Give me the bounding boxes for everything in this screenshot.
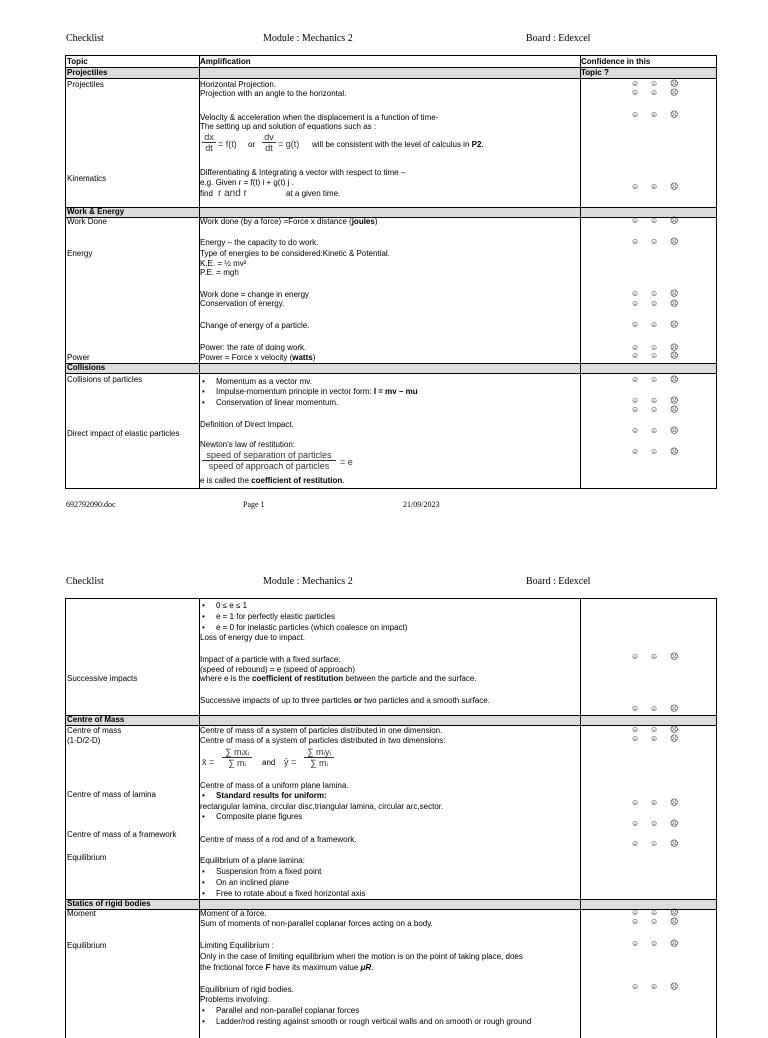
section-statics: Statics of rigid bodies	[67, 899, 151, 908]
smiley-neutral-icon[interactable]: ☺	[650, 320, 659, 329]
amp-shapes: rectangular lamina, circular disc,triangular lamina, circular arc,sector.	[200, 802, 444, 811]
amp-rebound: (speed of rebound) = e (speed of approach)	[200, 665, 355, 674]
smiley-happy-icon[interactable]: ☺	[631, 216, 640, 225]
smiley-neutral-icon[interactable]: ☺	[650, 289, 659, 298]
topic-power: Power	[67, 353, 90, 362]
smiley-neutral-icon[interactable]: ☺	[650, 375, 659, 384]
smiley-happy-icon[interactable]: ☺	[631, 798, 640, 807]
amp-rod: Centre of mass of a rod and of a framework.	[200, 835, 357, 844]
smiley-sad-icon[interactable]: ☹	[670, 343, 679, 352]
smiley-happy-icon[interactable]: ☺	[631, 289, 640, 298]
topic-centre-mass: Centre of mass	[67, 726, 122, 735]
page2-table	[65, 598, 717, 1038]
confidence-row	[625, 426, 685, 435]
fraction-dv-dt: $\frac{dv}{dt}$	[262, 132, 276, 153]
amp-newton: Newton’s law of restitution:	[200, 440, 296, 449]
confidence-row	[625, 237, 685, 246]
header-module: Module : Mechanics 2	[263, 576, 353, 587]
smiley-sad-icon[interactable]: ☹	[670, 939, 679, 948]
fraction-dx-dt: $\frac{dx}{dt}$	[202, 132, 216, 153]
amp-inclined: • On an inclined plane	[216, 878, 289, 887]
topic-projectiles: Projectiles	[67, 80, 104, 89]
col-confidence: Confidence in this	[581, 57, 651, 66]
topic-framework: Centre of mass of a framework	[67, 830, 177, 839]
amp-standard: • Standard results for uniform:	[216, 791, 327, 800]
smiley-sad-icon[interactable]: ☹	[670, 299, 679, 308]
eq-ybar: ȳ =	[284, 757, 297, 767]
amp-eg: e.g. Given r = f(t) i + g(t) j .	[200, 178, 294, 187]
topic-centre-mass-dims: (1-D/2-D)	[67, 736, 101, 745]
header-board: Board : Edexcel	[526, 33, 591, 44]
amp-successive: Successive impacts of up to three particles or two particles and a smooth surface.	[200, 696, 490, 705]
smiley-happy-icon[interactable]: ☺	[631, 447, 640, 456]
smiley-happy-icon[interactable]: ☺	[631, 652, 640, 661]
smiley-neutral-icon[interactable]: ☺	[650, 982, 659, 991]
amp-e-range: • 0 ≤ e ≤ 1	[216, 601, 247, 610]
amp-e-zero: • e = 0 for inelastic particles (which coalesce on impact)	[216, 623, 407, 632]
amp-only: Only in the case of limiting equilibrium when the motion is on the point of taking place, does	[200, 952, 523, 961]
col-confidence-2: Topic ?	[581, 68, 609, 77]
eq-e: = e	[340, 457, 353, 467]
topic-moment: Moment	[67, 909, 96, 918]
smiley-sad-icon[interactable]: ☹	[670, 351, 679, 360]
confidence-row	[625, 88, 685, 97]
smiley-sad-icon[interactable]: ☹	[670, 289, 679, 298]
amp-momentum: • Momentum as a vector mv.	[216, 377, 312, 386]
footer-date: 21/09/2023	[403, 500, 440, 509]
smiley-neutral-icon[interactable]: ☺	[650, 405, 659, 414]
smiley-neutral-icon[interactable]: ☺	[650, 447, 659, 456]
confidence-row	[625, 299, 685, 308]
section-projectiles: Projectiles	[67, 68, 108, 77]
amp-e-called: e is called the coefficient of restitution.	[200, 476, 345, 485]
confidence-row	[625, 289, 685, 298]
smiley-neutral-icon[interactable]: ☺	[650, 216, 659, 225]
fraction-xbar: ∑ mᵢxᵢ ∑ mᵢ	[222, 747, 252, 768]
section-centre-mass: Centre of Mass	[67, 715, 125, 724]
amp-impact-fixed: Impact of a particle with a fixed surface:	[200, 655, 341, 664]
confidence-row	[625, 396, 685, 405]
smiley-sad-icon[interactable]: ☹	[670, 88, 679, 97]
smiley-neutral-icon[interactable]: ☺	[650, 79, 659, 88]
topic-work-done: Work Done	[67, 217, 107, 226]
page1-header	[66, 33, 726, 47]
amp-velocity: Velocity & acceleration when the displacement is a function of time-	[200, 113, 439, 122]
amp-composite: • Composite plane figures	[216, 812, 302, 821]
smiley-sad-icon[interactable]: ☹	[670, 182, 679, 191]
amp-suspension: • Suspension from a fixed point	[216, 867, 321, 876]
smiley-neutral-icon[interactable]: ☺	[650, 343, 659, 352]
smiley-happy-icon[interactable]: ☺	[631, 237, 640, 246]
confidence-row	[625, 725, 685, 734]
confidence-row	[625, 982, 685, 991]
footer-page: Page 1	[243, 500, 265, 509]
amp-cons-linear: • Conservation of linear momentum.	[216, 398, 338, 407]
amp-find: find	[200, 189, 213, 198]
smiley-sad-icon[interactable]: ☹	[670, 704, 679, 713]
topic-successive: Successive impacts	[67, 674, 138, 683]
eq-xbar: x̄ =	[202, 757, 215, 767]
smiley-happy-icon[interactable]: ☺	[631, 88, 640, 97]
confidence-row	[625, 405, 685, 414]
smiley-happy-icon[interactable]: ☺	[631, 299, 640, 308]
smiley-sad-icon[interactable]: ☹	[670, 819, 679, 828]
smiley-happy-icon[interactable]: ☺	[631, 351, 640, 360]
amp-setup: The setting up and solution of equations such as :	[200, 122, 377, 131]
smiley-sad-icon[interactable]: ☹	[670, 982, 679, 991]
smiley-neutral-icon[interactable]: ☺	[650, 110, 659, 119]
page2-header	[66, 576, 726, 590]
amp-energy-types: Type of energies to be considered:Kinetic & Potential.	[200, 249, 390, 258]
smiley-sad-icon[interactable]: ☹	[670, 652, 679, 661]
smiley-neutral-icon[interactable]: ☺	[650, 704, 659, 713]
smiley-neutral-icon[interactable]: ☺	[650, 299, 659, 308]
header-checklist: Checklist	[66, 576, 104, 587]
header-board: Board : Edexcel	[526, 576, 591, 587]
smiley-sad-icon[interactable]: ☹	[670, 79, 679, 88]
col-amplification: Amplification	[200, 57, 251, 66]
amp-power-rate: Power: the rate of doing work.	[200, 343, 307, 352]
smiley-neutral-icon[interactable]: ☺	[650, 88, 659, 97]
smiley-happy-icon[interactable]: ☺	[631, 426, 640, 435]
confidence-row	[625, 182, 685, 191]
amp-frictional: the frictional force F have its maximum value μR.	[200, 963, 374, 972]
confidence-row	[625, 351, 685, 360]
amp-limiting: Limiting Equilibrium :	[200, 941, 274, 950]
smiley-neutral-icon[interactable]: ☺	[650, 917, 659, 926]
smiley-happy-icon[interactable]: ☺	[631, 917, 640, 926]
amp-moment-force: Moment of a force.	[200, 909, 267, 918]
confidence-row	[625, 447, 685, 456]
amp-eq-rigid: Equilibrium of rigid bodies.	[200, 985, 294, 994]
smiley-sad-icon[interactable]: ☹	[670, 917, 679, 926]
topic-equilibrium-2: Equilibrium	[67, 941, 107, 950]
smiley-happy-icon[interactable]: ☺	[631, 839, 640, 848]
amp-loss: Loss of energy due to impact.	[200, 633, 305, 642]
smiley-happy-icon[interactable]: ☺	[631, 908, 640, 917]
smiley-happy-icon[interactable]: ☺	[631, 320, 640, 329]
confidence-row	[625, 110, 685, 119]
smiley-neutral-icon[interactable]: ☺	[650, 734, 659, 743]
section-band	[66, 207, 716, 217]
amp-uniform: Centre of mass of a uniform plane lamina.	[200, 781, 349, 790]
smiley-neutral-icon[interactable]: ☺	[650, 652, 659, 661]
confidence-row	[625, 908, 685, 917]
smiley-happy-icon[interactable]: ☺	[631, 405, 640, 414]
footer-doc: 692792090.doc	[66, 500, 116, 509]
smiley-sad-icon[interactable]: ☹	[670, 110, 679, 119]
smiley-sad-icon[interactable]: ☹	[670, 405, 679, 414]
amp-differentiating: Differentiating & Integrating a vector with respect to time –	[200, 168, 406, 177]
smiley-sad-icon[interactable]: ☹	[670, 237, 679, 246]
eq-g: = g(t)	[278, 139, 300, 149]
amp-power-formula: Power = Force x velocity (watts)	[200, 353, 316, 362]
eq-and: and	[262, 758, 276, 767]
smiley-neutral-icon[interactable]: ☺	[650, 351, 659, 360]
smiley-sad-icon[interactable]: ☹	[670, 375, 679, 384]
topic-direct-impact: Direct impact of elastic particles	[67, 429, 180, 438]
smiley-sad-icon[interactable]: ☹	[670, 447, 679, 456]
amp-com-1d: Centre of mass of a system of particles distributed in one dimension.	[200, 726, 443, 735]
smiley-neutral-icon[interactable]: ☺	[650, 798, 659, 807]
amp-work-done: Work done (by a force) =Force x distance (joules)	[200, 217, 378, 226]
amp-impulse: • Impulse-momentum principle in vector form: I = mv – mu	[216, 387, 418, 396]
confidence-row	[625, 704, 685, 713]
confidence-row	[625, 819, 685, 828]
smiley-sad-icon[interactable]: ☹	[670, 839, 679, 848]
amp-problems: Problems involving:	[200, 995, 270, 1004]
topic-energy: Energy	[67, 249, 93, 258]
eq-f: = f(t)	[218, 139, 237, 149]
amp-conservation: Conservation of energy.	[200, 299, 285, 308]
amp-hproj: Horizontal Projection.	[200, 80, 277, 89]
smiley-sad-icon[interactable]: ☹	[670, 216, 679, 225]
smiley-happy-icon[interactable]: ☺	[631, 375, 640, 384]
smiley-neutral-icon[interactable]: ☺	[650, 182, 659, 191]
smiley-happy-icon[interactable]: ☺	[631, 939, 640, 948]
smiley-happy-icon[interactable]: ☺	[631, 396, 640, 405]
header-module: Module : Mechanics 2	[263, 33, 353, 44]
smiley-happy-icon[interactable]: ☺	[631, 819, 640, 828]
amp-e-one: • e = 1 for perfectly elastic particles	[216, 612, 335, 621]
col-topic: Topic	[67, 57, 88, 66]
smiley-sad-icon[interactable]: ☹	[670, 725, 679, 734]
section-band	[66, 67, 716, 78]
smiley-happy-icon[interactable]: ☺	[631, 734, 640, 743]
section-band	[66, 715, 716, 725]
smiley-happy-icon[interactable]: ☺	[631, 79, 640, 88]
amp-r-and-r: r and r	[218, 188, 247, 199]
section-band	[66, 899, 716, 909]
confidence-row	[625, 79, 685, 88]
smiley-sad-icon[interactable]: ☹	[670, 320, 679, 329]
confidence-row	[625, 652, 685, 661]
confidence-row	[625, 917, 685, 926]
confidence-row	[625, 798, 685, 807]
section-band	[66, 363, 716, 373]
topic-lamina: Centre of mass of lamina	[67, 790, 156, 799]
page1-table	[65, 55, 717, 489]
topic-equilibrium: Equilibrium	[67, 853, 107, 862]
amp-where: where e is the coefficient of restitution between the particle and the surface.	[200, 674, 477, 683]
smiley-sad-icon[interactable]: ☹	[670, 734, 679, 743]
amp-com-2d: Centre of mass of a system of particles distributed in two dimensions:	[200, 736, 446, 745]
topic-kinematics: Kinematics	[67, 174, 107, 183]
smiley-neutral-icon[interactable]: ☺	[650, 819, 659, 828]
smiley-sad-icon[interactable]: ☹	[670, 798, 679, 807]
confidence-row	[625, 216, 685, 225]
amp-angle: Projection with an angle to the horizontal.	[200, 89, 347, 98]
smiley-neutral-icon[interactable]: ☺	[650, 426, 659, 435]
smiley-neutral-icon[interactable]: ☺	[650, 939, 659, 948]
smiley-neutral-icon[interactable]: ☺	[650, 237, 659, 246]
fraction-ybar: ∑ mᵢyᵢ ∑ mᵢ	[304, 747, 334, 768]
smiley-neutral-icon[interactable]: ☺	[650, 839, 659, 848]
amp-given-time: at a given time.	[286, 189, 341, 198]
page1-footer	[66, 500, 726, 512]
amp-change-particle: Change of energy of a particle.	[200, 321, 310, 330]
confidence-row	[625, 939, 685, 948]
smiley-happy-icon[interactable]: ☺	[631, 704, 640, 713]
topic-collisions-particles: Collisions of particles	[67, 375, 143, 384]
confidence-row	[625, 375, 685, 384]
smiley-neutral-icon[interactable]: ☺	[650, 725, 659, 734]
confidence-row	[625, 839, 685, 848]
smiley-happy-icon[interactable]: ☺	[631, 182, 640, 191]
smiley-happy-icon[interactable]: ☺	[631, 110, 640, 119]
smiley-sad-icon[interactable]: ☹	[670, 396, 679, 405]
amp-ladder: • Ladder/rod resting against smooth or rough vertical walls and on smooth or rough ground	[216, 1017, 531, 1026]
smiley-neutral-icon[interactable]: ☺	[650, 396, 659, 405]
amp-eq-lamina: Equilibrium of a plane lamina:	[200, 856, 305, 865]
confidence-row	[625, 734, 685, 743]
amp-ke: K.E. = ½ mv²	[200, 259, 247, 268]
amp-pe: P.E. = mgh	[200, 268, 239, 277]
amp-free-rotate: • Free to rotate about a fixed horizontal axis	[216, 889, 365, 898]
fraction-restitution: speed of separation of particles speed of approach of particles	[202, 450, 336, 471]
amp-def-direct: Definition of Direct Impact.	[200, 420, 294, 429]
section-collisions: Collisions	[67, 363, 106, 372]
smiley-neutral-icon[interactable]: ☺	[650, 908, 659, 917]
eq-or: or	[248, 140, 256, 149]
smiley-happy-icon[interactable]: ☺	[631, 725, 640, 734]
smiley-happy-icon[interactable]: ☺	[631, 982, 640, 991]
header-checklist: Checklist	[66, 33, 104, 44]
amp-energy-capacity: Energy – the capacity to do work.	[200, 238, 319, 247]
smiley-sad-icon[interactable]: ☹	[670, 908, 679, 917]
section-work-energy: Work & Energy	[67, 207, 125, 216]
amp-wd-change: Work done = change in energy	[200, 290, 310, 299]
confidence-row	[625, 320, 685, 329]
smiley-sad-icon[interactable]: ☹	[670, 426, 679, 435]
amp-parallel: • Parallel and non-parallel coplanar forces	[216, 1006, 359, 1015]
amp-sum-moments: Sum of moments of non-parallel coplanar forces acting on a body.	[200, 919, 433, 928]
smiley-happy-icon[interactable]: ☺	[631, 343, 640, 352]
amp-calc: will be consistent with the level of calculus in P2.	[312, 140, 484, 149]
